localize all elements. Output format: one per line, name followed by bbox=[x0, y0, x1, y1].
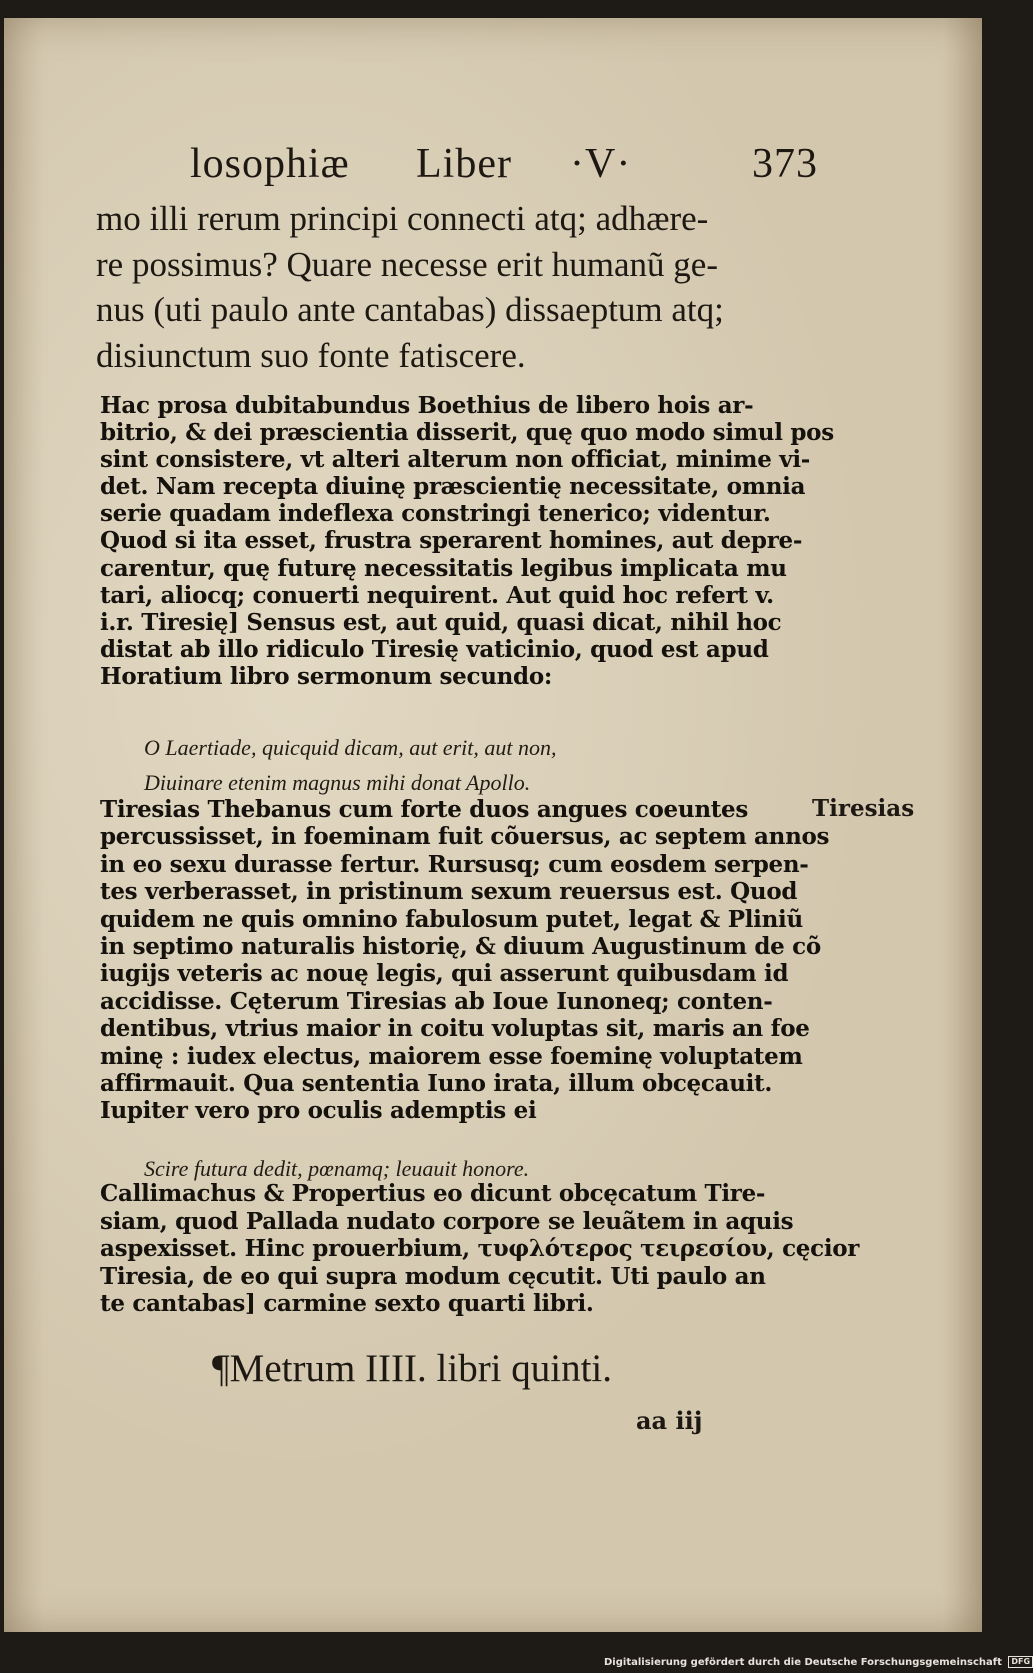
verse-line: Scire futura dedit, pœnamq; leuauit honore. bbox=[144, 1156, 530, 1181]
header-book-number: ·V· bbox=[570, 141, 632, 187]
commentary-line: Quod si ita esset, frustra sperarent homines, aut depre- bbox=[100, 527, 803, 555]
commentary-line: siam, quod Pallada nudato corpore se leuãtem in aquis bbox=[100, 1207, 794, 1235]
commentary-line: Tiresia, de eo qui supra modum cęcutit. Uti paulo an bbox=[100, 1262, 766, 1290]
header-liber: Liber bbox=[416, 141, 512, 187]
commentary-line: Horatium libro sermonum secundo: bbox=[100, 662, 553, 690]
page-number: 373 bbox=[752, 141, 818, 187]
commentary-line: te cantabas] carmine sexto quarti libri. bbox=[100, 1290, 594, 1317]
verse-quote-ovid bbox=[144, 1156, 529, 1182]
dfg-logo-icon: DFG bbox=[1008, 1656, 1033, 1668]
commentary-line: aspexisset. Hinc prouerbium, τυφλότερος τειρεσίου, cęcior bbox=[100, 1235, 860, 1262]
header-title: losophiæ bbox=[190, 141, 350, 187]
commentary-line: bitrio, & dei præscientia disserit, quę quo modo simul pos bbox=[100, 419, 834, 447]
digitization-credit bbox=[604, 1656, 1033, 1668]
verse-line: Diuinare etenim magnus mihi donat Apollo. bbox=[144, 770, 531, 795]
section-title: ¶Metrum IIII. libri quinti. bbox=[212, 1347, 613, 1390]
commentary-line: Hac prosa dubitabundus Boethius de libero hois ar- bbox=[100, 392, 754, 419]
text-line: re possimus? Quare necesse erit humanũ ge- bbox=[96, 244, 719, 284]
book-page bbox=[4, 18, 982, 1632]
commentary-line: iugijs veteris ac nouę legis, qui asserunt quibusdam id bbox=[100, 960, 789, 988]
commentary-line: sint consistere, vt alteri alterum non officiat, minime vi- bbox=[100, 446, 811, 474]
verse-line: O Laertiade, quicquid dicam, aut erit, aut non, bbox=[144, 735, 557, 760]
commentary-line: Tiresias Thebanus cum forte duos angues coeuntes bbox=[100, 796, 749, 823]
commentary-line: det. Nam recepta diuinę præscientię necessitate, omnia bbox=[100, 473, 806, 501]
commentary-line: in eo sexu durasse fertur. Rursusq; cum eosdem serpen- bbox=[100, 850, 809, 878]
commentary-line: minę : iudex electus, maiorem esse foeminę voluptatem bbox=[100, 1042, 803, 1070]
commentary-line: serie quadam indeflexa constringi tenerico; videntur. bbox=[100, 500, 771, 528]
commentary-block-3 bbox=[100, 1180, 860, 1318]
verse-quote-horace bbox=[144, 730, 556, 800]
margin-note: Tiresias bbox=[812, 795, 915, 822]
commentary-line: tes verberasset, in pristinum sexum reuersus est. Quod bbox=[100, 878, 798, 906]
credit-text: Digitalisierung gefördert durch die Deutsche Forschungsgemeinschaft bbox=[604, 1657, 1002, 1668]
commentary-line: affirmauit. Qua sententia Iuno irata, illum obcęcauit. bbox=[100, 1070, 773, 1098]
commentary-line: tari, aliocq; conuerti nequirent. Aut quid hoc refert v. bbox=[100, 581, 774, 609]
commentary-line: Callimachus & Propertius eo dicunt obcęcatum Tire- bbox=[100, 1180, 766, 1207]
text-line: disiunctum suo fonte fatiscere. bbox=[96, 335, 526, 375]
commentary-line: quidem ne quis omnino fabulosum putet, legat & Pliniũ bbox=[100, 905, 803, 933]
signature-catchword: aa iij bbox=[636, 1406, 703, 1435]
commentary-line: accidisse. Cęterum Tiresias ab Ioue Iunoneq; conten- bbox=[100, 987, 773, 1015]
commentary-line: carentur, quę futurę necessitatis legibus implicata mu bbox=[100, 554, 787, 582]
commentary-line: percussisset, in foeminam fuit cõuersus, ac septem annos bbox=[100, 823, 830, 851]
commentary-block-1 bbox=[100, 392, 834, 690]
main-text-block bbox=[96, 196, 816, 378]
text-line: nus (uti paulo ante cantabas) dissaeptum atq; bbox=[96, 290, 724, 329]
commentary-block-2 bbox=[100, 796, 830, 1125]
commentary-line: in septimo naturalis historię, & diuum Augustinum de cõ bbox=[100, 933, 821, 961]
commentary-line: Iupiter vero pro oculis ademptis ei bbox=[100, 1097, 537, 1125]
commentary-line: distat ab illo ridiculo Tiresię vaticinio, quod est apud bbox=[100, 635, 769, 663]
commentary-line: i.r. Tiresię] Sensus est, aut quid, quasi dicat, nihil hoc bbox=[100, 608, 782, 636]
text-line: mo illi rerum principi connecti atq; adhære- bbox=[96, 199, 709, 238]
running-header bbox=[4, 140, 982, 192]
commentary-line: dentibus, vtrius maior in coitu voluptas sit, maris an foe bbox=[100, 1015, 810, 1043]
